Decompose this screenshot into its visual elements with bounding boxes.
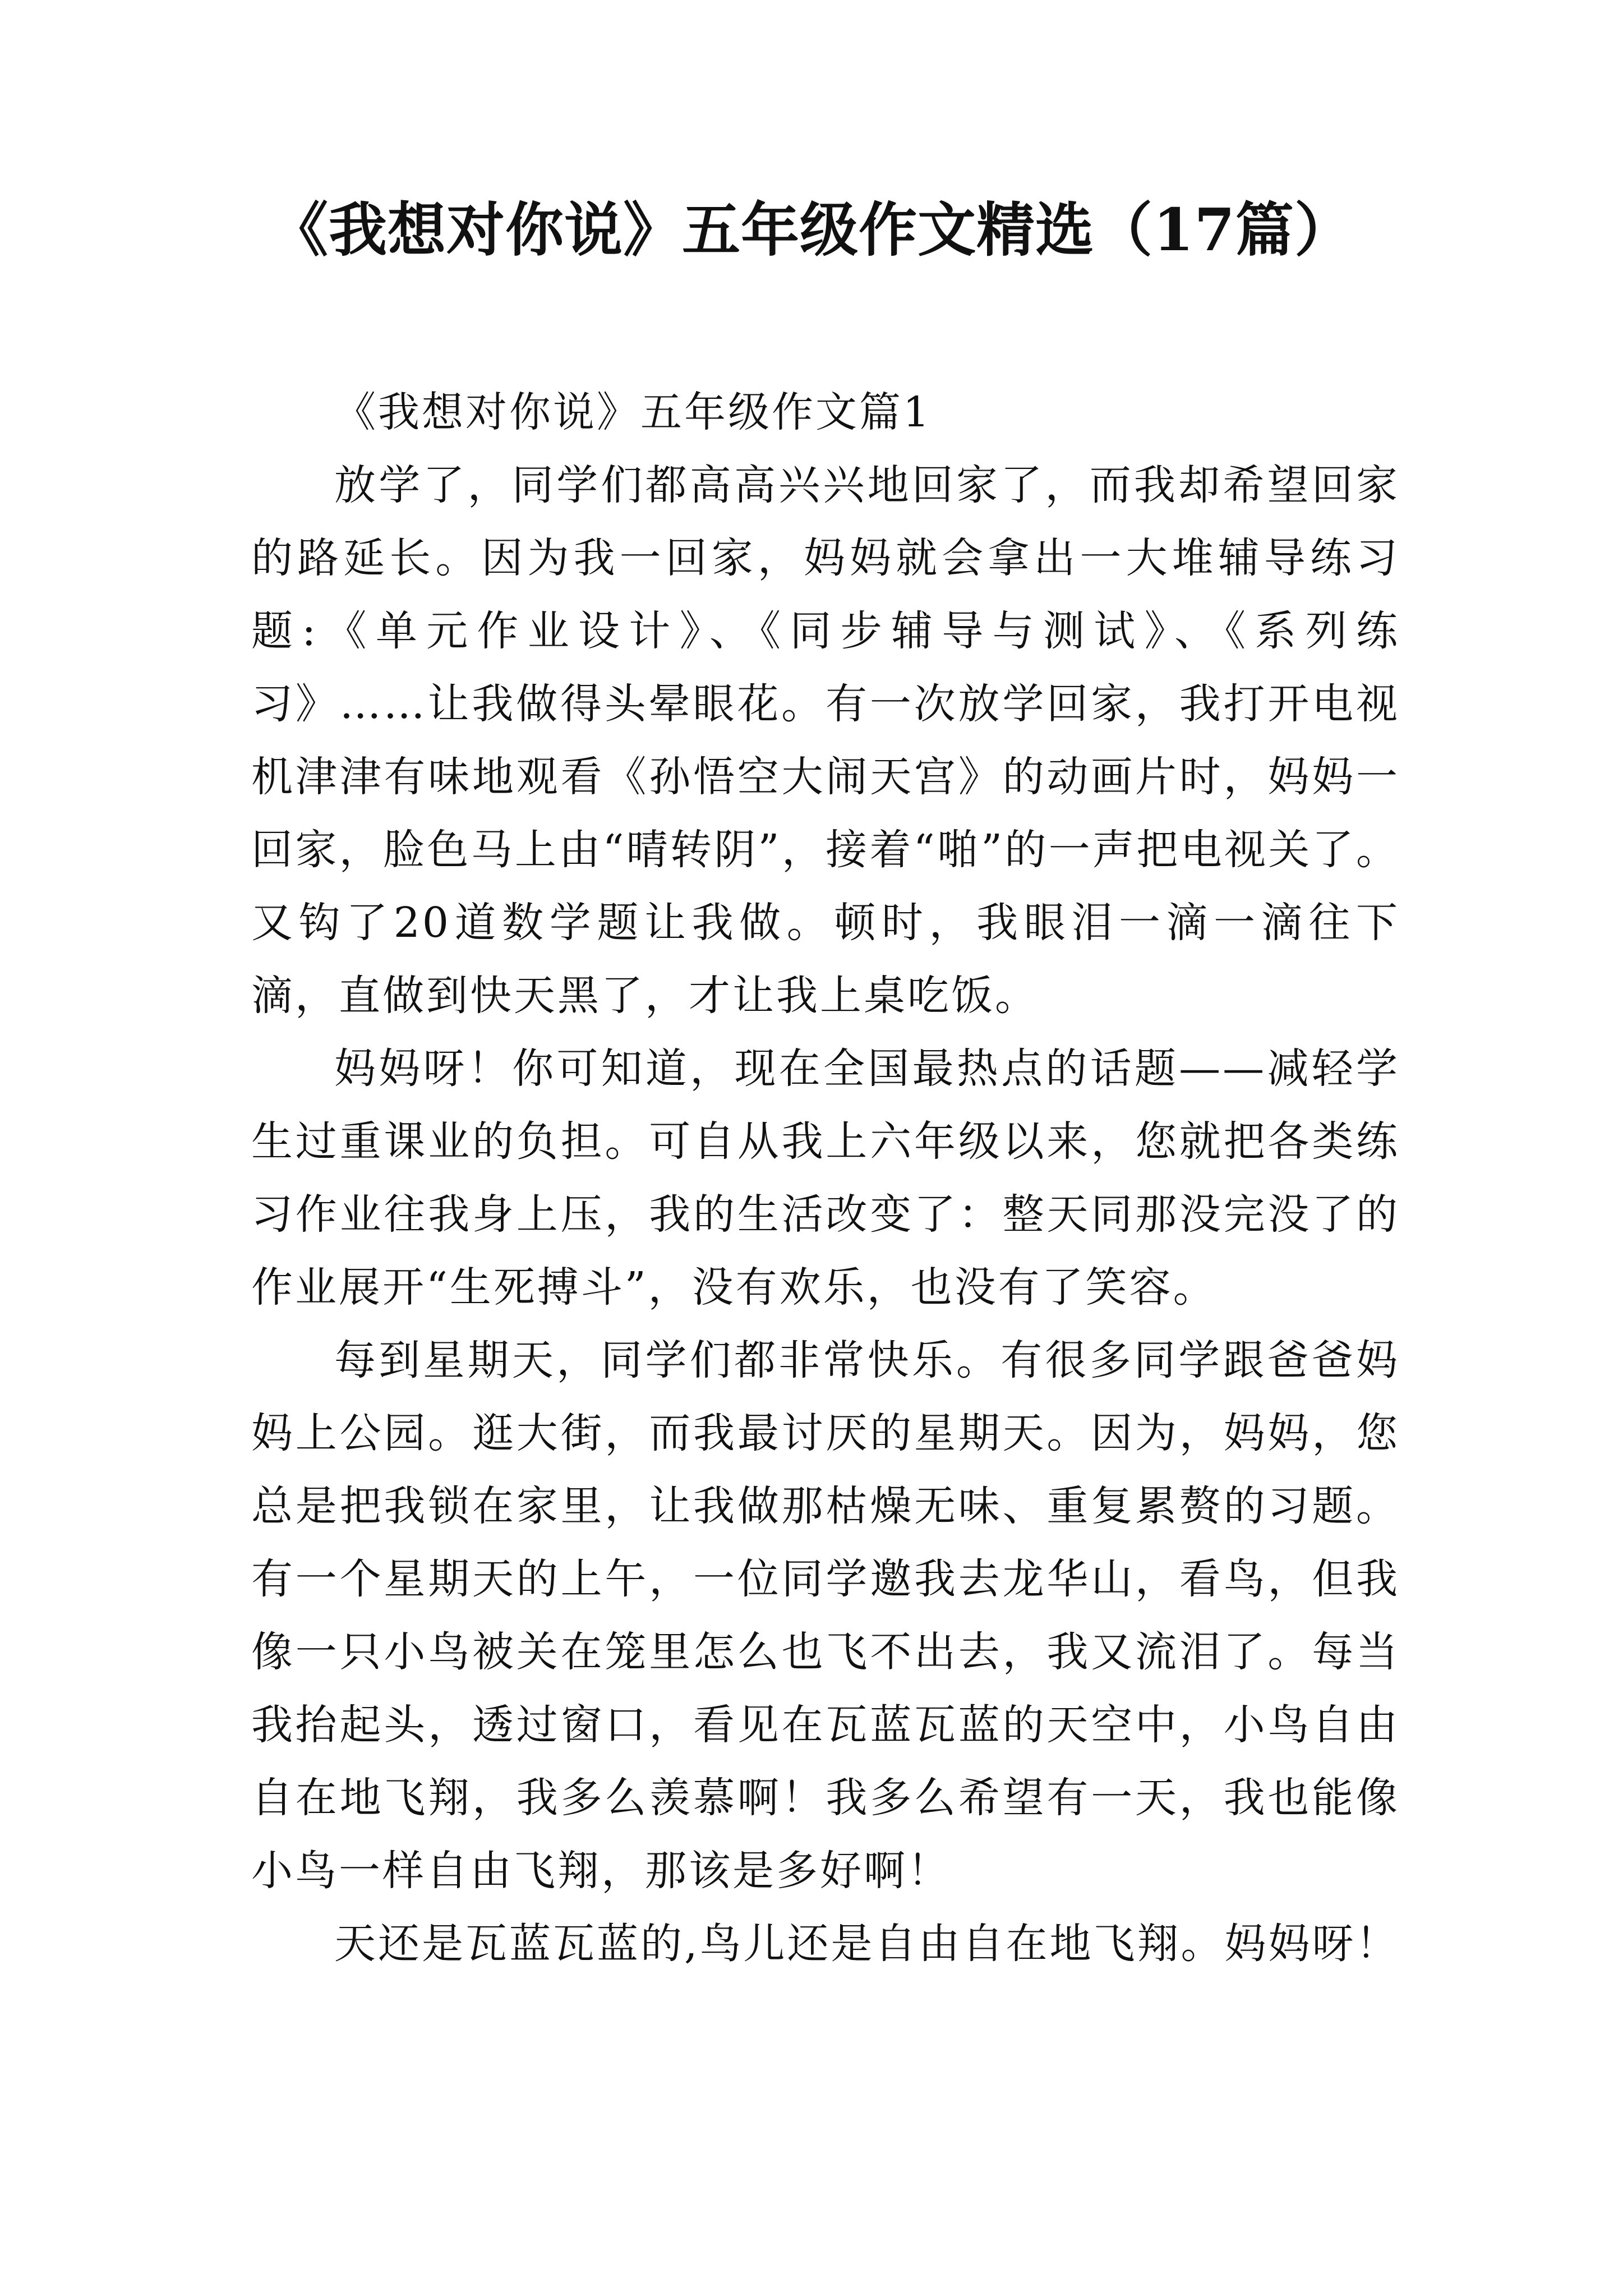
document-body bbox=[251, 376, 1400, 1980]
paragraph-1: 放学了，同学们都高高兴兴地回家了，而我却希望回家的路延长。因为我一回家，妈妈就会拿出一大堆辅导练习题:《单元作业设计》、《同步辅导与测试》、《系列练习》……让我做得头晕眼花。有一次放学回家，我打开电视机津津有味地观看《孙悟空大闹天宫》的动画片时，妈妈一回家，脸色马上由“晴转阴”，接着“啪”的一声把电视关了。又钩了20道数学题让我做。顿时，我眼泪一滴一滴往下滴，直做到快天黑了，才让我上桌吃饭。 bbox=[251, 461, 1400, 1020]
paragraph-2: 妈妈呀！你可知道，现在全国最热点的话题——减轻学生过重课业的负担。可自从我上六年级以来，您就把各类练习作业往我身上压，我的生活改变了：整天同那没完没了的作业展开“生死搏斗”，没有欢乐，也没有了笑容。 bbox=[251, 1045, 1400, 1312]
paragraph-3: 每到星期天，同学们都非常快乐。有很多同学跟爸爸妈妈上公园。逛大街，而我最讨厌的星期天。因为，妈妈，您总是把我锁在家里，让我做那枯燥无味、重复累赘的习题。有一个星期天的上午，一位同学邀我去龙华山，看鸟，但我像一只小鸟被关在笼里怎么也飞不出去，我又流泪了。每当我抬起头，透过窗口，看见在瓦蓝瓦蓝的天空中，小鸟自由自在地飞翔，我多么羡慕啊！我多么希望有一天，我也能像小鸟一样自由飞翔，那该是多好啊！ bbox=[251, 1336, 1400, 1895]
paragraph-4: 天还是瓦蓝瓦蓝的,鸟儿还是自由自在地飞翔。妈妈呀！ bbox=[334, 1920, 1400, 1968]
section-heading: 《我想对你说》五年级作文篇1 bbox=[334, 388, 932, 436]
document-title: 《我想对你说》五年级作文精选（17篇） bbox=[270, 195, 1353, 264]
